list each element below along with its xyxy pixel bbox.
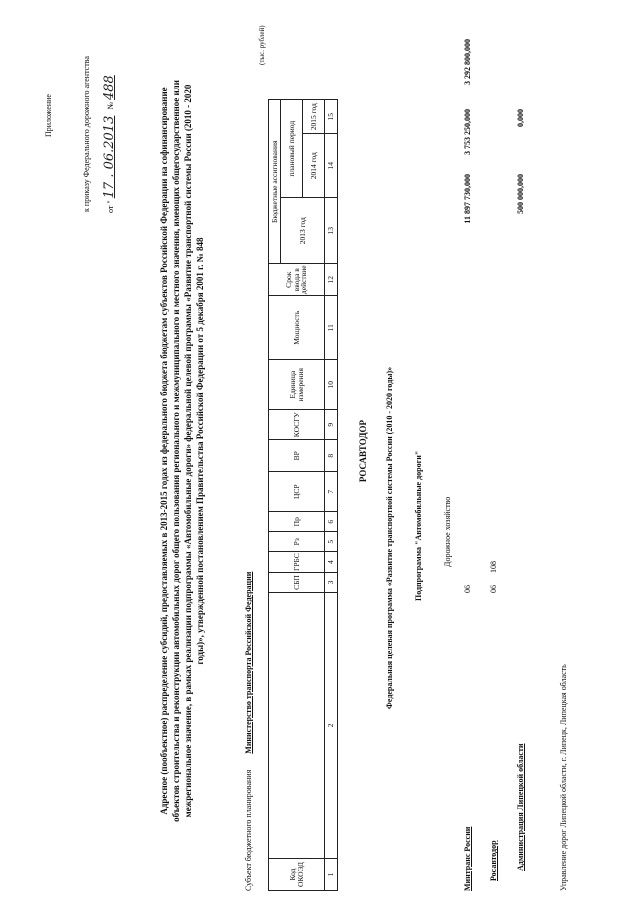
order-date-line: от " 17 . 06.2013 № 488 — [102, 75, 117, 213]
row-rosavtodor-name: Росавтодор — [489, 840, 498, 881]
header-vr: ВР — [269, 440, 325, 472]
col-number: 13 — [325, 198, 338, 264]
col-number: 10 — [325, 360, 338, 410]
row-region-name: Администрация Липецкой области — [516, 743, 525, 871]
row-rosavtodor-grbs: 108 — [489, 561, 498, 573]
row-ministry-2014: 3 753 250,000 — [463, 109, 472, 155]
header-unit: Единица измерения — [269, 360, 325, 410]
header-budget: Бюджетные ассигнования — [269, 100, 281, 264]
header-code: Код ОКОЭД — [269, 859, 325, 891]
order-reference: к приказу Федерального дорожного агентства — [82, 56, 91, 212]
row-ministry-name: Минтранс России — [463, 826, 472, 891]
row-ministry-sbp: 06 — [463, 585, 472, 593]
row-ministry-2013: 11 897 730,000 — [463, 174, 472, 224]
handwritten-date: 17 . 06.2013 — [102, 115, 117, 199]
header-term: Срок ввода в действие — [269, 264, 325, 296]
appendix-label: Приложение — [44, 94, 53, 137]
planning-subject: Субъект бюджетного планирования Министерство транспорта Российской Федерации — [244, 571, 253, 891]
header-plan-period: плановый период — [281, 100, 303, 198]
header-2015: 2015 год — [303, 100, 325, 134]
subsidy-table — [268, 99, 338, 891]
col-number: 14 — [325, 134, 338, 198]
col-number: 4 — [325, 552, 338, 573]
col-number: 1 — [325, 859, 338, 891]
road-authority-entity: Управление дорог Липецкой области, г. Липецк, Липецкая область — [559, 664, 568, 891]
col-number: 15 — [325, 100, 338, 134]
col-number: 6 — [325, 512, 338, 532]
header-2014: 2014 год — [303, 134, 325, 198]
header-csr: ЦСР — [269, 472, 325, 512]
header-2013: 2013 год — [281, 198, 325, 264]
header-sbp: СБП — [269, 573, 325, 593]
sector-heading: Дорожное хозяйство — [443, 496, 452, 567]
col-number: 12 — [325, 264, 338, 296]
header-name — [269, 593, 325, 859]
header-rz: Рз — [269, 532, 325, 552]
units-note: (тыс. рублей) — [258, 25, 266, 65]
row-region-2014: 0,000 — [516, 109, 525, 127]
col-number: 2 — [325, 593, 338, 859]
col-number: 5 — [325, 532, 338, 552]
col-number: 3 — [325, 573, 338, 593]
subprogram-heading: Подпрограмма "Автомобильные дороги" — [414, 450, 423, 601]
program-heading: Федеральная целевая программа «Развитие транспортной системы России (2010 - 2020 годы)» — [385, 366, 394, 709]
col-number: 8 — [325, 440, 338, 472]
handwritten-number: 488 — [102, 75, 117, 100]
header-grbs: ГРБС — [269, 552, 325, 573]
header-pr: Пр — [269, 512, 325, 532]
col-number: 9 — [325, 410, 338, 440]
header-capacity: Мощность — [269, 296, 325, 360]
row-ministry-2015: 3 292 800,000 — [463, 39, 472, 85]
col-number: 7 — [325, 472, 338, 512]
agency-heading: РОСАВТОДОР — [358, 419, 368, 483]
col-number: 11 — [325, 296, 338, 360]
row-region-2013: 500 000,000 — [516, 174, 525, 214]
header-kosgu: КОСГУ — [269, 410, 325, 440]
document-title: Адресное (пообъектное) распределение субсидий, предоставляемых в 2013-2015 годах из федерального бюджета бюджетам субъектов Российской Федерации на софинансирование объектов строительства и реконструкции автомобильных дорог общего пользования регионального и межмуниципального и местного значения, имеющих общегосударственное или межрегиональное значение, в рамках реализации подпрограммы «Автомобильные дороги» федеральной целевой программы «Развитие транспортной системы России (2010 - 2020 годы)», утвержденной постановлением Правительства Российской Федерации от 5 декабря 2001 г. № 848 — [159, 80, 205, 822]
row-rosavtodor-sbp: 06 — [489, 585, 498, 593]
